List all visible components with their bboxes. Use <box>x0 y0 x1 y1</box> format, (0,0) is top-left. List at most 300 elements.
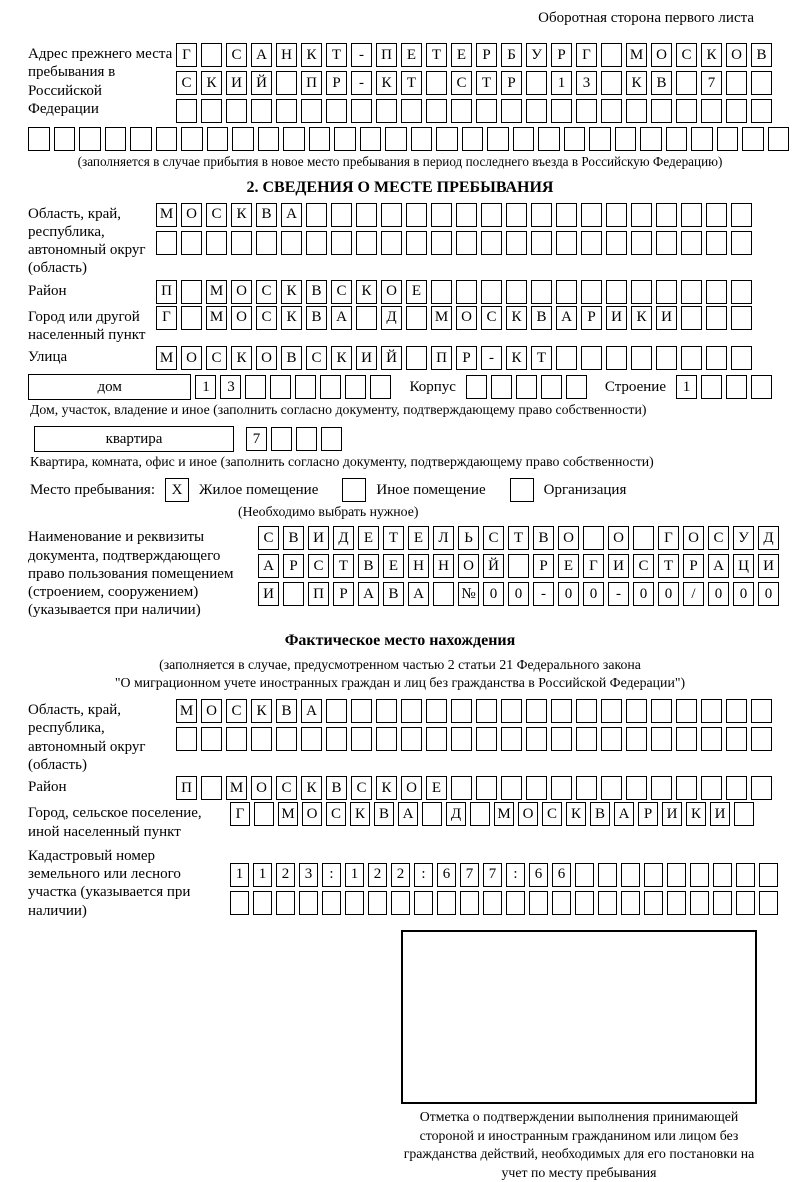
char-cell[interactable]: 0 <box>733 582 754 606</box>
char-cell[interactable] <box>431 231 452 255</box>
char-cell[interactable]: С <box>226 699 247 723</box>
char-cell[interactable]: А <box>398 802 418 826</box>
char-cell[interactable] <box>726 699 747 723</box>
char-cell[interactable] <box>526 699 547 723</box>
char-cell[interactable] <box>356 306 377 330</box>
char-cell[interactable]: П <box>376 43 397 67</box>
char-cell[interactable] <box>370 375 391 399</box>
char-cell[interactable]: 0 <box>758 582 779 606</box>
char-cell[interactable] <box>626 99 647 123</box>
char-cell[interactable] <box>676 71 697 95</box>
char-cell[interactable]: Н <box>276 43 297 67</box>
char-cell[interactable] <box>513 127 535 151</box>
char-cell[interactable] <box>201 99 222 123</box>
char-cell[interactable]: Р <box>283 554 304 578</box>
char-cell[interactable] <box>406 306 427 330</box>
char-cell[interactable]: К <box>506 346 527 370</box>
char-cell[interactable] <box>751 99 772 123</box>
char-cell[interactable]: 3 <box>220 375 241 399</box>
char-cell[interactable]: К <box>631 306 652 330</box>
char-cell[interactable]: М <box>431 306 452 330</box>
char-cell[interactable] <box>626 776 647 800</box>
char-cell[interactable] <box>656 203 677 227</box>
char-cell[interactable] <box>276 71 297 95</box>
char-cell[interactable] <box>406 346 427 370</box>
char-cell[interactable] <box>295 375 316 399</box>
char-cell[interactable] <box>411 127 433 151</box>
char-cell[interactable] <box>581 231 602 255</box>
checkbox-other-premises[interactable] <box>342 478 366 502</box>
char-cell[interactable] <box>306 203 327 227</box>
char-cell[interactable]: С <box>308 554 329 578</box>
char-cell[interactable]: О <box>683 526 704 550</box>
char-cell[interactable]: Т <box>426 43 447 67</box>
char-cell[interactable] <box>501 99 522 123</box>
checkbox-residential[interactable]: X <box>165 478 189 502</box>
char-cell[interactable] <box>706 203 727 227</box>
char-cell[interactable] <box>552 891 571 915</box>
char-cell[interactable]: Й <box>251 71 272 95</box>
char-cell[interactable]: В <box>533 526 554 550</box>
char-cell[interactable] <box>326 99 347 123</box>
char-cell[interactable]: Р <box>476 43 497 67</box>
char-cell[interactable]: Т <box>326 43 347 67</box>
char-cell[interactable] <box>201 43 222 67</box>
char-cell[interactable] <box>181 231 202 255</box>
char-cell[interactable]: О <box>251 776 272 800</box>
char-cell[interactable] <box>431 203 452 227</box>
char-cell[interactable]: 2 <box>276 863 295 887</box>
char-cell[interactable]: А <box>258 554 279 578</box>
char-cell[interactable]: Б <box>501 43 522 67</box>
char-cell[interactable]: К <box>686 802 706 826</box>
char-cell[interactable] <box>433 582 454 606</box>
char-cell[interactable]: К <box>201 71 222 95</box>
char-cell[interactable] <box>726 776 747 800</box>
char-cell[interactable]: В <box>283 526 304 550</box>
char-cell[interactable] <box>538 127 560 151</box>
char-cell[interactable]: К <box>301 43 322 67</box>
char-cell[interactable] <box>731 280 752 304</box>
char-cell[interactable] <box>276 99 297 123</box>
char-cell[interactable] <box>414 891 433 915</box>
char-cell[interactable] <box>245 375 266 399</box>
char-cell[interactable] <box>731 203 752 227</box>
char-cell[interactable]: Т <box>658 554 679 578</box>
char-cell[interactable]: В <box>326 776 347 800</box>
char-cell[interactable]: К <box>281 280 302 304</box>
char-cell[interactable]: О <box>456 306 477 330</box>
char-cell[interactable]: : <box>414 863 433 887</box>
char-cell[interactable] <box>426 727 447 751</box>
char-cell[interactable] <box>426 699 447 723</box>
char-cell[interactable] <box>581 280 602 304</box>
char-cell[interactable] <box>351 99 372 123</box>
char-cell[interactable] <box>281 231 302 255</box>
char-cell[interactable] <box>368 891 387 915</box>
char-cell[interactable] <box>601 99 622 123</box>
char-cell[interactable]: В <box>590 802 610 826</box>
char-cell[interactable]: О <box>181 203 202 227</box>
char-cell[interactable] <box>556 280 577 304</box>
char-cell[interactable] <box>501 776 522 800</box>
char-cell[interactable] <box>462 127 484 151</box>
char-cell[interactable] <box>731 231 752 255</box>
char-cell[interactable]: Т <box>508 526 529 550</box>
char-cell[interactable]: 0 <box>708 582 729 606</box>
char-cell[interactable]: 0 <box>583 582 604 606</box>
char-cell[interactable]: И <box>710 802 730 826</box>
char-cell[interactable]: С <box>206 346 227 370</box>
char-cell[interactable] <box>713 863 732 887</box>
char-cell[interactable] <box>551 776 572 800</box>
char-cell[interactable] <box>401 727 422 751</box>
char-cell[interactable] <box>306 231 327 255</box>
char-cell[interactable]: М <box>206 280 227 304</box>
char-cell[interactable]: К <box>566 802 586 826</box>
char-cell[interactable] <box>456 280 477 304</box>
char-cell[interactable] <box>541 375 562 399</box>
char-cell[interactable]: Р <box>456 346 477 370</box>
char-cell[interactable]: - <box>608 582 629 606</box>
char-cell[interactable] <box>381 231 402 255</box>
char-cell[interactable]: В <box>531 306 552 330</box>
char-cell[interactable]: М <box>494 802 514 826</box>
char-cell[interactable] <box>206 231 227 255</box>
char-cell[interactable]: К <box>231 203 252 227</box>
char-cell[interactable] <box>529 891 548 915</box>
char-cell[interactable]: 3 <box>299 863 318 887</box>
char-cell[interactable] <box>681 280 702 304</box>
char-cell[interactable]: - <box>351 71 372 95</box>
char-cell[interactable]: О <box>231 306 252 330</box>
char-cell[interactable] <box>181 280 202 304</box>
char-cell[interactable] <box>742 127 764 151</box>
char-cell[interactable]: В <box>751 43 772 67</box>
char-cell[interactable] <box>606 231 627 255</box>
char-cell[interactable]: С <box>206 203 227 227</box>
char-cell[interactable]: 3 <box>576 71 597 95</box>
char-cell[interactable]: А <box>301 699 322 723</box>
char-cell[interactable]: О <box>518 802 538 826</box>
char-cell[interactable]: С <box>542 802 562 826</box>
char-cell[interactable]: Г <box>176 43 197 67</box>
char-cell[interactable]: Ц <box>733 554 754 578</box>
char-cell[interactable] <box>176 99 197 123</box>
char-cell[interactable]: 0 <box>483 582 504 606</box>
char-cell[interactable] <box>456 203 477 227</box>
char-cell[interactable] <box>706 346 727 370</box>
char-cell[interactable]: К <box>356 280 377 304</box>
char-cell[interactable] <box>651 99 672 123</box>
char-cell[interactable] <box>656 231 677 255</box>
char-cell[interactable] <box>667 891 686 915</box>
char-cell[interactable]: П <box>308 582 329 606</box>
char-cell[interactable] <box>598 891 617 915</box>
char-cell[interactable]: А <box>331 306 352 330</box>
char-cell[interactable]: К <box>251 699 272 723</box>
char-cell[interactable]: Й <box>381 346 402 370</box>
char-cell[interactable]: С <box>676 43 697 67</box>
char-cell[interactable]: 0 <box>633 582 654 606</box>
char-cell[interactable]: С <box>633 554 654 578</box>
char-cell[interactable]: 6 <box>552 863 571 887</box>
char-cell[interactable] <box>258 127 280 151</box>
char-cell[interactable]: У <box>526 43 547 67</box>
char-cell[interactable] <box>28 127 50 151</box>
char-cell[interactable] <box>176 727 197 751</box>
char-cell[interactable]: 1 <box>551 71 572 95</box>
char-cell[interactable] <box>751 71 772 95</box>
char-cell[interactable] <box>516 375 537 399</box>
char-cell[interactable]: Г <box>583 554 604 578</box>
char-cell[interactable] <box>130 127 152 151</box>
char-cell[interactable] <box>345 375 366 399</box>
char-cell[interactable] <box>651 727 672 751</box>
char-cell[interactable]: Т <box>333 554 354 578</box>
char-cell[interactable] <box>631 280 652 304</box>
char-cell[interactable] <box>376 727 397 751</box>
char-cell[interactable] <box>483 891 502 915</box>
char-cell[interactable] <box>751 699 772 723</box>
char-cell[interactable] <box>575 891 594 915</box>
char-cell[interactable]: Е <box>358 526 379 550</box>
char-cell[interactable] <box>181 306 202 330</box>
char-cell[interactable] <box>681 203 702 227</box>
char-cell[interactable] <box>251 727 272 751</box>
char-cell[interactable]: Р <box>326 71 347 95</box>
char-cell[interactable]: П <box>176 776 197 800</box>
char-cell[interactable] <box>631 231 652 255</box>
char-cell[interactable] <box>644 863 663 887</box>
char-cell[interactable] <box>156 231 177 255</box>
char-cell[interactable] <box>576 776 597 800</box>
char-cell[interactable] <box>345 891 364 915</box>
char-cell[interactable]: Д <box>446 802 466 826</box>
char-cell[interactable] <box>437 891 456 915</box>
char-cell[interactable] <box>481 203 502 227</box>
char-cell[interactable]: Е <box>406 280 427 304</box>
char-cell[interactable] <box>626 727 647 751</box>
char-cell[interactable]: У <box>733 526 754 550</box>
char-cell[interactable] <box>615 127 637 151</box>
char-cell[interactable] <box>751 727 772 751</box>
char-cell[interactable] <box>276 727 297 751</box>
char-cell[interactable] <box>506 891 525 915</box>
char-cell[interactable]: А <box>358 582 379 606</box>
char-cell[interactable] <box>506 203 527 227</box>
char-cell[interactable] <box>526 71 547 95</box>
char-cell[interactable]: И <box>656 306 677 330</box>
char-cell[interactable]: Е <box>401 43 422 67</box>
char-cell[interactable] <box>576 727 597 751</box>
char-cell[interactable] <box>576 99 597 123</box>
char-cell[interactable]: П <box>431 346 452 370</box>
char-cell[interactable]: В <box>374 802 394 826</box>
char-cell[interactable] <box>681 346 702 370</box>
char-cell[interactable] <box>426 71 447 95</box>
char-cell[interactable]: И <box>606 306 627 330</box>
char-cell[interactable]: 0 <box>658 582 679 606</box>
char-cell[interactable] <box>422 802 442 826</box>
char-cell[interactable]: П <box>301 71 322 95</box>
char-cell[interactable] <box>575 863 594 887</box>
char-cell[interactable]: К <box>376 776 397 800</box>
char-cell[interactable]: 1 <box>195 375 216 399</box>
char-cell[interactable]: Р <box>501 71 522 95</box>
char-cell[interactable] <box>232 127 254 151</box>
char-cell[interactable]: И <box>758 554 779 578</box>
char-cell[interactable]: Р <box>581 306 602 330</box>
char-cell[interactable] <box>476 699 497 723</box>
char-cell[interactable] <box>230 891 249 915</box>
char-cell[interactable]: О <box>651 43 672 67</box>
char-cell[interactable] <box>631 346 652 370</box>
char-cell[interactable] <box>376 699 397 723</box>
char-cell[interactable] <box>526 727 547 751</box>
char-cell[interactable] <box>667 863 686 887</box>
char-cell[interactable] <box>531 203 552 227</box>
char-cell[interactable] <box>713 891 732 915</box>
char-cell[interactable]: В <box>383 582 404 606</box>
char-cell[interactable]: К <box>281 306 302 330</box>
char-cell[interactable]: И <box>608 554 629 578</box>
char-cell[interactable]: В <box>306 280 327 304</box>
char-cell[interactable] <box>731 306 752 330</box>
char-cell[interactable]: С <box>256 280 277 304</box>
char-cell[interactable]: С <box>176 71 197 95</box>
char-cell[interactable] <box>556 203 577 227</box>
char-cell[interactable]: Е <box>383 554 404 578</box>
char-cell[interactable]: К <box>701 43 722 67</box>
char-cell[interactable] <box>581 203 602 227</box>
char-cell[interactable]: Р <box>333 582 354 606</box>
char-cell[interactable] <box>717 127 739 151</box>
char-cell[interactable] <box>676 776 697 800</box>
char-cell[interactable] <box>736 863 755 887</box>
char-cell[interactable] <box>701 776 722 800</box>
char-cell[interactable]: Р <box>683 554 704 578</box>
char-cell[interactable]: А <box>281 203 302 227</box>
char-cell[interactable] <box>501 699 522 723</box>
char-cell[interactable]: - <box>351 43 372 67</box>
char-cell[interactable]: 6 <box>437 863 456 887</box>
char-cell[interactable] <box>391 891 410 915</box>
char-cell[interactable] <box>256 231 277 255</box>
char-cell[interactable]: С <box>276 776 297 800</box>
char-cell[interactable]: А <box>251 43 272 67</box>
char-cell[interactable] <box>656 346 677 370</box>
char-cell[interactable]: 2 <box>368 863 387 887</box>
char-cell[interactable] <box>321 427 342 451</box>
char-cell[interactable] <box>226 99 247 123</box>
char-cell[interactable] <box>526 776 547 800</box>
char-cell[interactable] <box>476 776 497 800</box>
char-cell[interactable] <box>54 127 76 151</box>
char-cell[interactable] <box>531 231 552 255</box>
char-cell[interactable] <box>601 727 622 751</box>
char-cell[interactable] <box>501 727 522 751</box>
char-cell[interactable] <box>299 891 318 915</box>
char-cell[interactable]: И <box>258 582 279 606</box>
char-cell[interactable]: Е <box>451 43 472 67</box>
char-cell[interactable] <box>706 280 727 304</box>
char-cell[interactable]: К <box>506 306 527 330</box>
char-cell[interactable] <box>401 699 422 723</box>
char-cell[interactable] <box>644 891 663 915</box>
char-cell[interactable] <box>436 127 458 151</box>
char-cell[interactable]: О <box>726 43 747 67</box>
char-cell[interactable] <box>487 127 509 151</box>
char-cell[interactable]: О <box>181 346 202 370</box>
char-cell[interactable] <box>476 99 497 123</box>
char-cell[interactable]: М <box>156 203 177 227</box>
char-cell[interactable] <box>426 99 447 123</box>
char-cell[interactable] <box>681 231 702 255</box>
char-cell[interactable] <box>376 99 397 123</box>
char-cell[interactable]: : <box>322 863 341 887</box>
char-cell[interactable] <box>666 127 688 151</box>
char-cell[interactable] <box>734 802 754 826</box>
char-cell[interactable] <box>701 727 722 751</box>
char-cell[interactable] <box>226 727 247 751</box>
char-cell[interactable]: Д <box>758 526 779 550</box>
char-cell[interactable]: 0 <box>558 582 579 606</box>
char-cell[interactable] <box>251 99 272 123</box>
char-cell[interactable] <box>556 231 577 255</box>
char-cell[interactable] <box>385 127 407 151</box>
char-cell[interactable]: М <box>156 346 177 370</box>
char-cell[interactable]: О <box>201 699 222 723</box>
char-cell[interactable] <box>506 231 527 255</box>
char-cell[interactable] <box>566 375 587 399</box>
char-cell[interactable] <box>691 127 713 151</box>
char-cell[interactable]: И <box>308 526 329 550</box>
char-cell[interactable] <box>270 375 291 399</box>
char-cell[interactable]: О <box>458 554 479 578</box>
char-cell[interactable] <box>706 306 727 330</box>
char-cell[interactable] <box>456 231 477 255</box>
char-cell[interactable]: Т <box>476 71 497 95</box>
char-cell[interactable]: К <box>376 71 397 95</box>
checkbox-organization[interactable] <box>510 478 534 502</box>
char-cell[interactable]: М <box>176 699 197 723</box>
char-cell[interactable] <box>201 776 222 800</box>
char-cell[interactable] <box>606 203 627 227</box>
char-cell[interactable]: Г <box>230 802 250 826</box>
char-cell[interactable] <box>401 99 422 123</box>
house-type-box[interactable]: дом <box>28 374 191 400</box>
char-cell[interactable]: 6 <box>529 863 548 887</box>
char-cell[interactable]: 7 <box>460 863 479 887</box>
char-cell[interactable]: Р <box>551 43 572 67</box>
char-cell[interactable]: А <box>556 306 577 330</box>
char-cell[interactable] <box>676 727 697 751</box>
char-cell[interactable] <box>759 863 778 887</box>
char-cell[interactable]: Т <box>531 346 552 370</box>
char-cell[interactable] <box>731 346 752 370</box>
char-cell[interactable] <box>334 127 356 151</box>
char-cell[interactable] <box>598 863 617 887</box>
char-cell[interactable]: 0 <box>508 582 529 606</box>
char-cell[interactable] <box>466 375 487 399</box>
char-cell[interactable] <box>621 863 640 887</box>
char-cell[interactable]: К <box>350 802 370 826</box>
char-cell[interactable] <box>690 863 709 887</box>
char-cell[interactable]: О <box>558 526 579 550</box>
char-cell[interactable]: Р <box>533 554 554 578</box>
char-cell[interactable] <box>406 231 427 255</box>
